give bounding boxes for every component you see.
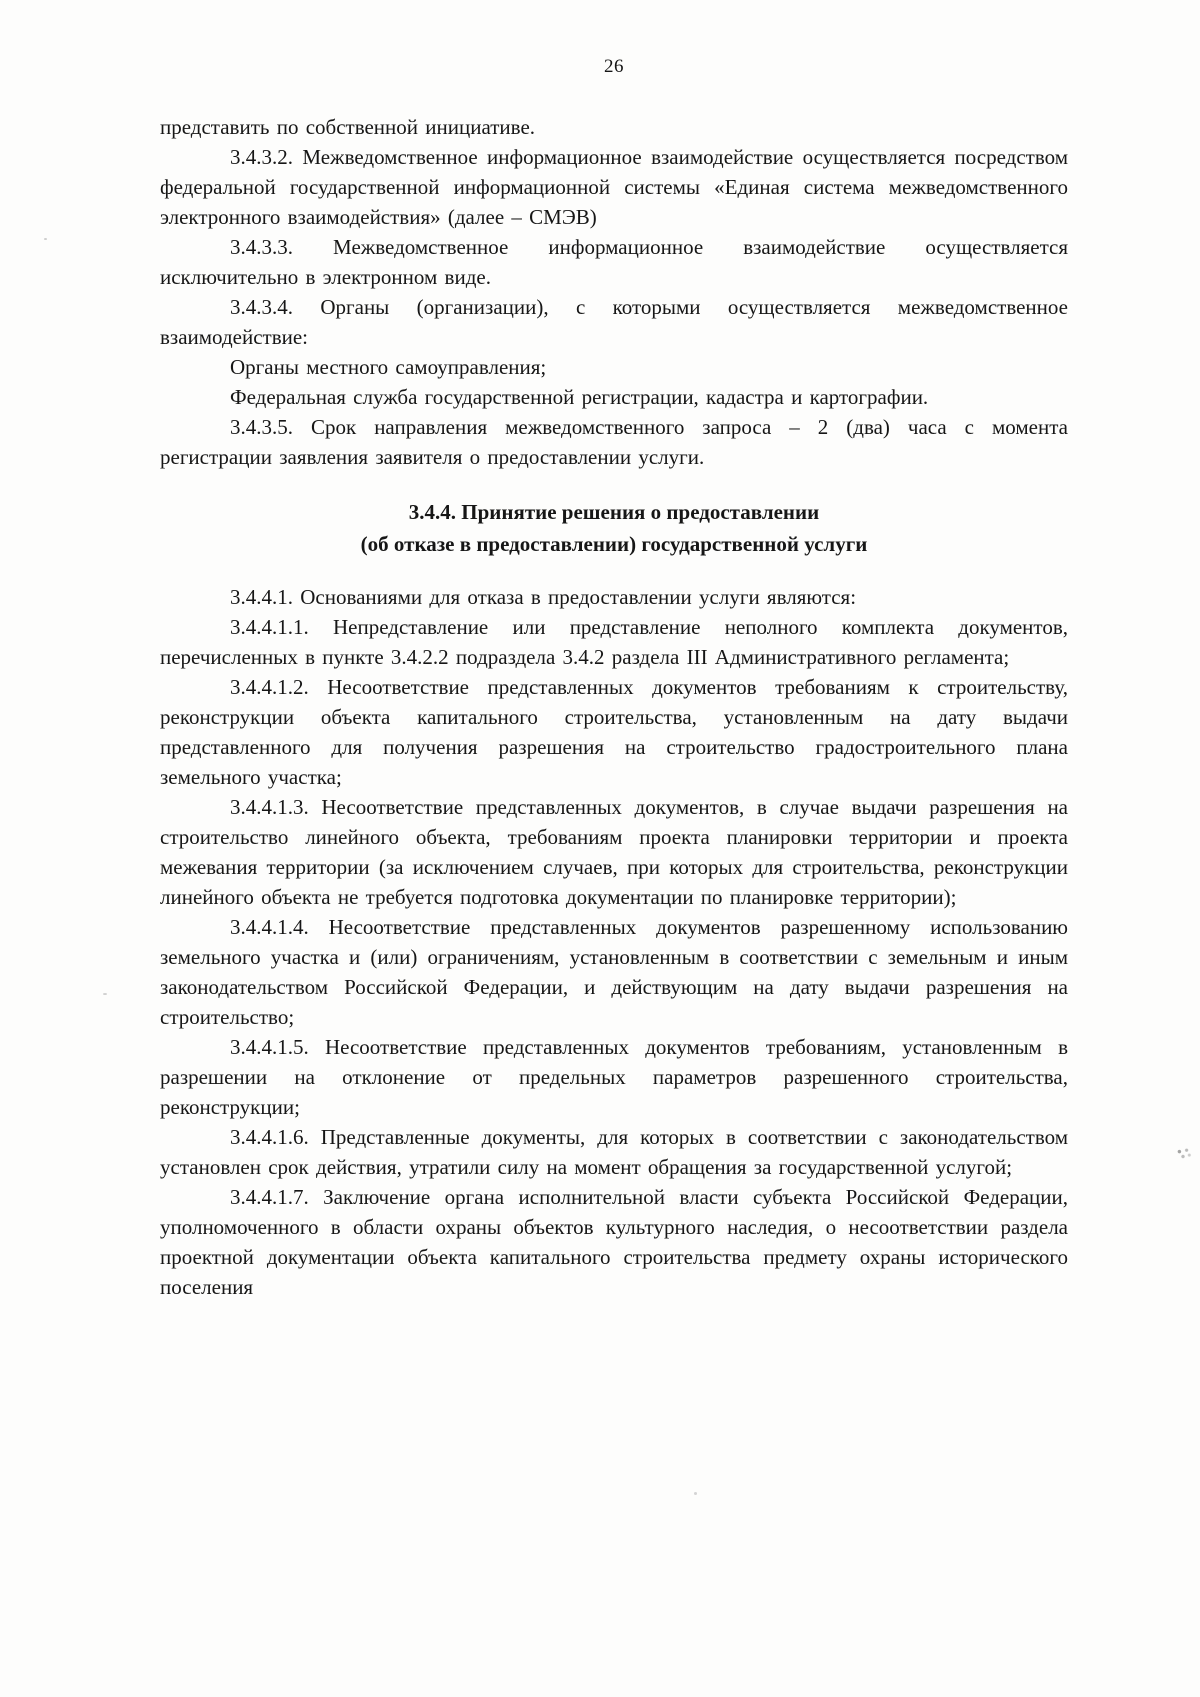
paragraph: 3.4.3.4. Органы (организации), с которыми осуществляется межведомственное взаимодействие: [160,295,1068,349]
paragraph: представить по собственной инициативе. [160,115,536,139]
paragraph: 3.4.4.1.7. Заключение органа исполнительной власти субъекта Российской Федерации, уполномоченного в области охраны объектов культурного наследия, о несоответствии раздела проектной документации объекта капитального строительства предмету охраны исторического поселения [160,1185,1068,1299]
paragraph: Федеральная служба государственной регистрации, кадастра и картографии. [230,385,929,409]
scan-speck [694,1492,697,1495]
paragraph: 3.4.4.1.1. Непредставление или представление неполного комплекта документов, перечисленных в пункте 3.4.2.2 подраздела 3.4.2 раздела III Административного регламента; [160,615,1068,669]
section-heading-line1: 3.4.4. Принятие решения о предоставлении [408,500,820,524]
paragraph: 3.4.3.5. Срок направления межведомственного запроса – 2 (два) часа с момента регистрации заявления заявителя о предоставлении услуги. [160,415,1068,469]
paragraph: 3.4.4.1.4. Несоответствие представленных документов разрешенному использованию земельного участка и (или) ограничениям, установленным в соответствии с земельным и иным законодательством Российской Федерации, и действующим на дату выдачи разрешения на строительство; [160,915,1068,1029]
paragraph: 3.4.4.1.5. Несоответствие представленных документов требованиям, установленным в разрешении на отклонение от предельных параметров разрешенного строительства, реконструкции; [160,1035,1068,1119]
scan-speck [44,238,47,240]
scan-speck [103,993,107,995]
paragraph: 3.4.4.1.2. Несоответствие представленных документов требованиям к строительству, реконструкции объекта капитального строительства, установленным на дату выдачи представленного для получения разрешения на строительство градостроительного плана земельного участка; [160,675,1068,789]
paragraph: 3.4.4.1.3. Несоответствие представленных документов, в случае выдачи разрешения на строительство линейного объекта, требованиям проекта планировки территории и проекта межевания территории (за исключением случаев, при которых для строительства, реконструкции линейного объекта не требуется подготовка документации по планировке территории); [160,795,1068,909]
section-heading-line2: (об отказе в предоставлении) государственной услуги [360,532,868,556]
paragraph: 3.4.4.1. Основаниями для отказа в предоставлении услуги являются: [230,585,857,609]
paragraph: Органы местного самоуправления; [230,355,547,379]
paragraph: 3.4.4.1.6. Представленные документы, для которых в соответствии с законодательством установлен срок действия, утратили силу на момент обращения за государственной услугой; [160,1125,1068,1179]
paragraph: 3.4.3.2. Межведомственное информационное взаимодействие осуществляется посредством федеральной государственной информационной системы «Единая система межведомственного электронного взаимодействия» (далее – СМЭВ) [160,145,1068,229]
scan-artifact [1174,1146,1192,1160]
page-number: 26 [604,56,624,77]
section-heading [160,496,1068,560]
paragraph: 3.4.3.3. Межведомственное информационное взаимодействие осуществляется исключительно в электронном виде. [160,235,1068,289]
